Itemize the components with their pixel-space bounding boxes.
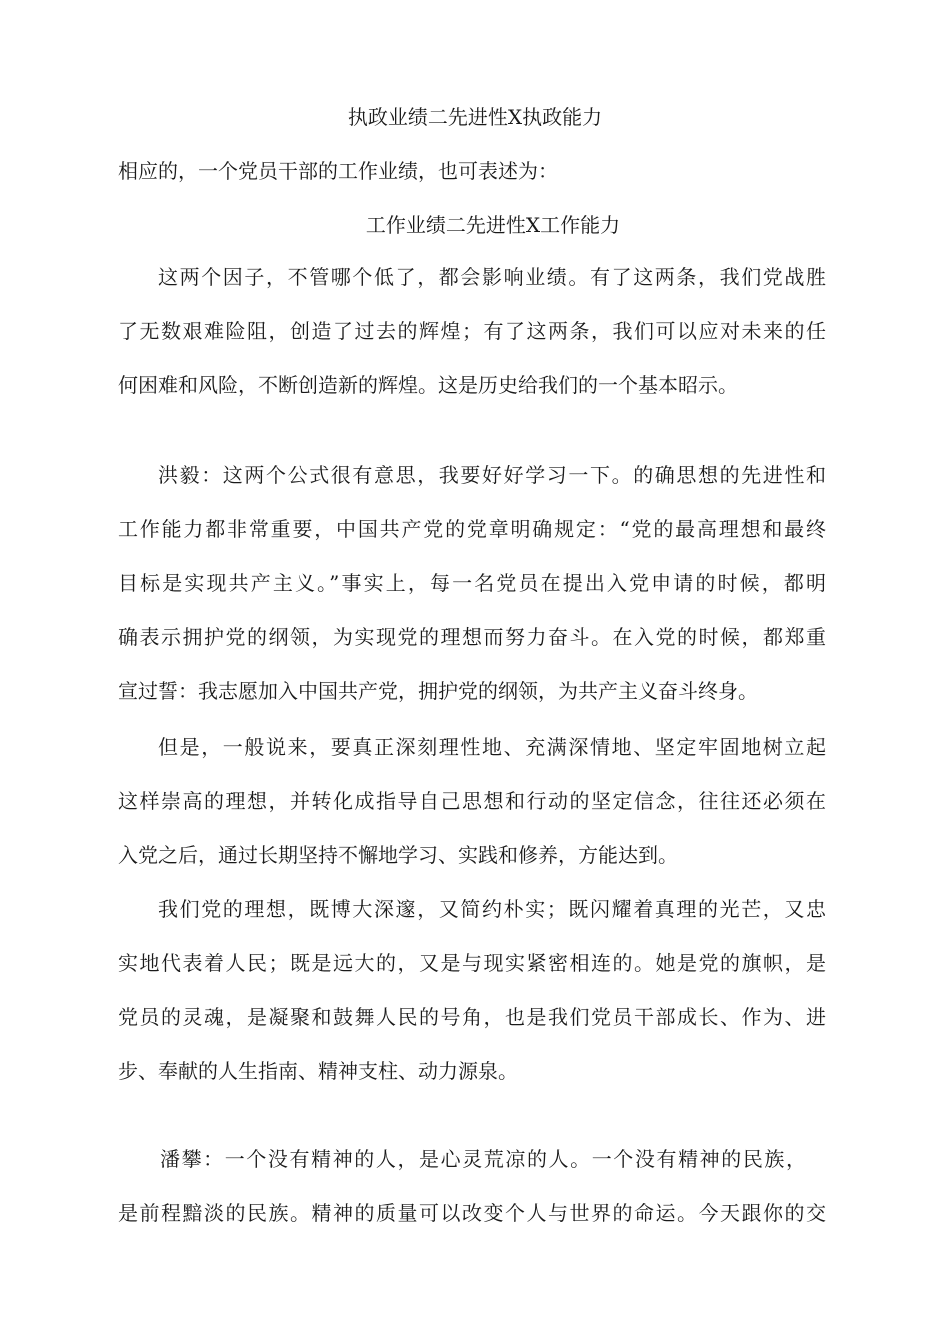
paragraph-4-line: 步、奉献的人生指南、精神支柱、动力源泉。 [118,1059,518,1083]
paragraph-3-line: 入党之后，通过长期坚持不懈地学习、实践和修养，方能达到。 [118,843,678,867]
paragraph-1-line: 这两个因子，不管哪个低了，都会影响业绩。有了这两条，我们党战胜 [158,265,826,289]
intro-line: 相应的，一个党员干部的工作业绩，也可表述为： [118,159,558,183]
paragraph-1-line: 何困难和风险，不断创造新的辉煌。这是历史给我们的一个基本昭示。 [118,373,738,397]
paragraph-2-line: 工作能力都非常重要，中国共产党的党章明确规定：“党的最高理想和最终 [118,517,826,541]
paragraph-1-line: 了无数艰难险阻，创造了过去的辉煌；有了这两条，我们可以应对未来的任 [118,319,826,343]
paragraph-4-line: 党员的灵魂，是凝聚和鼓舞人民的号角，也是我们党员干部成长、作为、进 [118,1005,826,1029]
paragraph-2-line: 确表示拥护党的纲领，为实现党的理想而努力奋斗。在入党的时候，都郑重 [118,625,826,649]
paragraph-3-line: 这样崇高的理想，并转化成指导自己思想和行动的坚定信念，往往还必须在 [118,789,826,813]
paragraph-5-line: 潘攀：一个没有精神的人，是心灵荒凉的人。一个没有精神的民族， [160,1147,806,1171]
paragraph-4-line: 我们党的理想，既博大深邃，又简约朴实；既闪耀着真理的光芒，又忠 [158,897,826,921]
paragraph-2-line: 目标是实现共产主义。”事实上，每一名党员在提出入党申请的时候，都明 [118,571,826,595]
formula-work: 工作业绩二先进性X工作能力 [365,213,621,237]
paragraph-2-line: 洪毅：这两个公式很有意思，我要好好学习一下。的确思想的先进性和 [158,463,826,487]
paragraph-5-line: 是前程黯淡的民族。精神的质量可以改变个人与世界的命运。今天跟你的交 [118,1201,826,1225]
paragraph-4-line: 实地代表着人民；既是远大的，又是与现实紧密相连的。她是党的旗帜，是 [118,951,826,975]
paragraph-2-line: 宣过誓：我志愿加入中国共产党，拥护党的纲领，为共产主义奋斗终身。 [118,679,758,703]
paragraph-3-line: 但是，一般说来，要真正深刻理性地、充满深情地、坚定牢固地树立起 [158,735,826,759]
formula-governance: 执政业绩二先进性X执政能力 [347,105,603,129]
